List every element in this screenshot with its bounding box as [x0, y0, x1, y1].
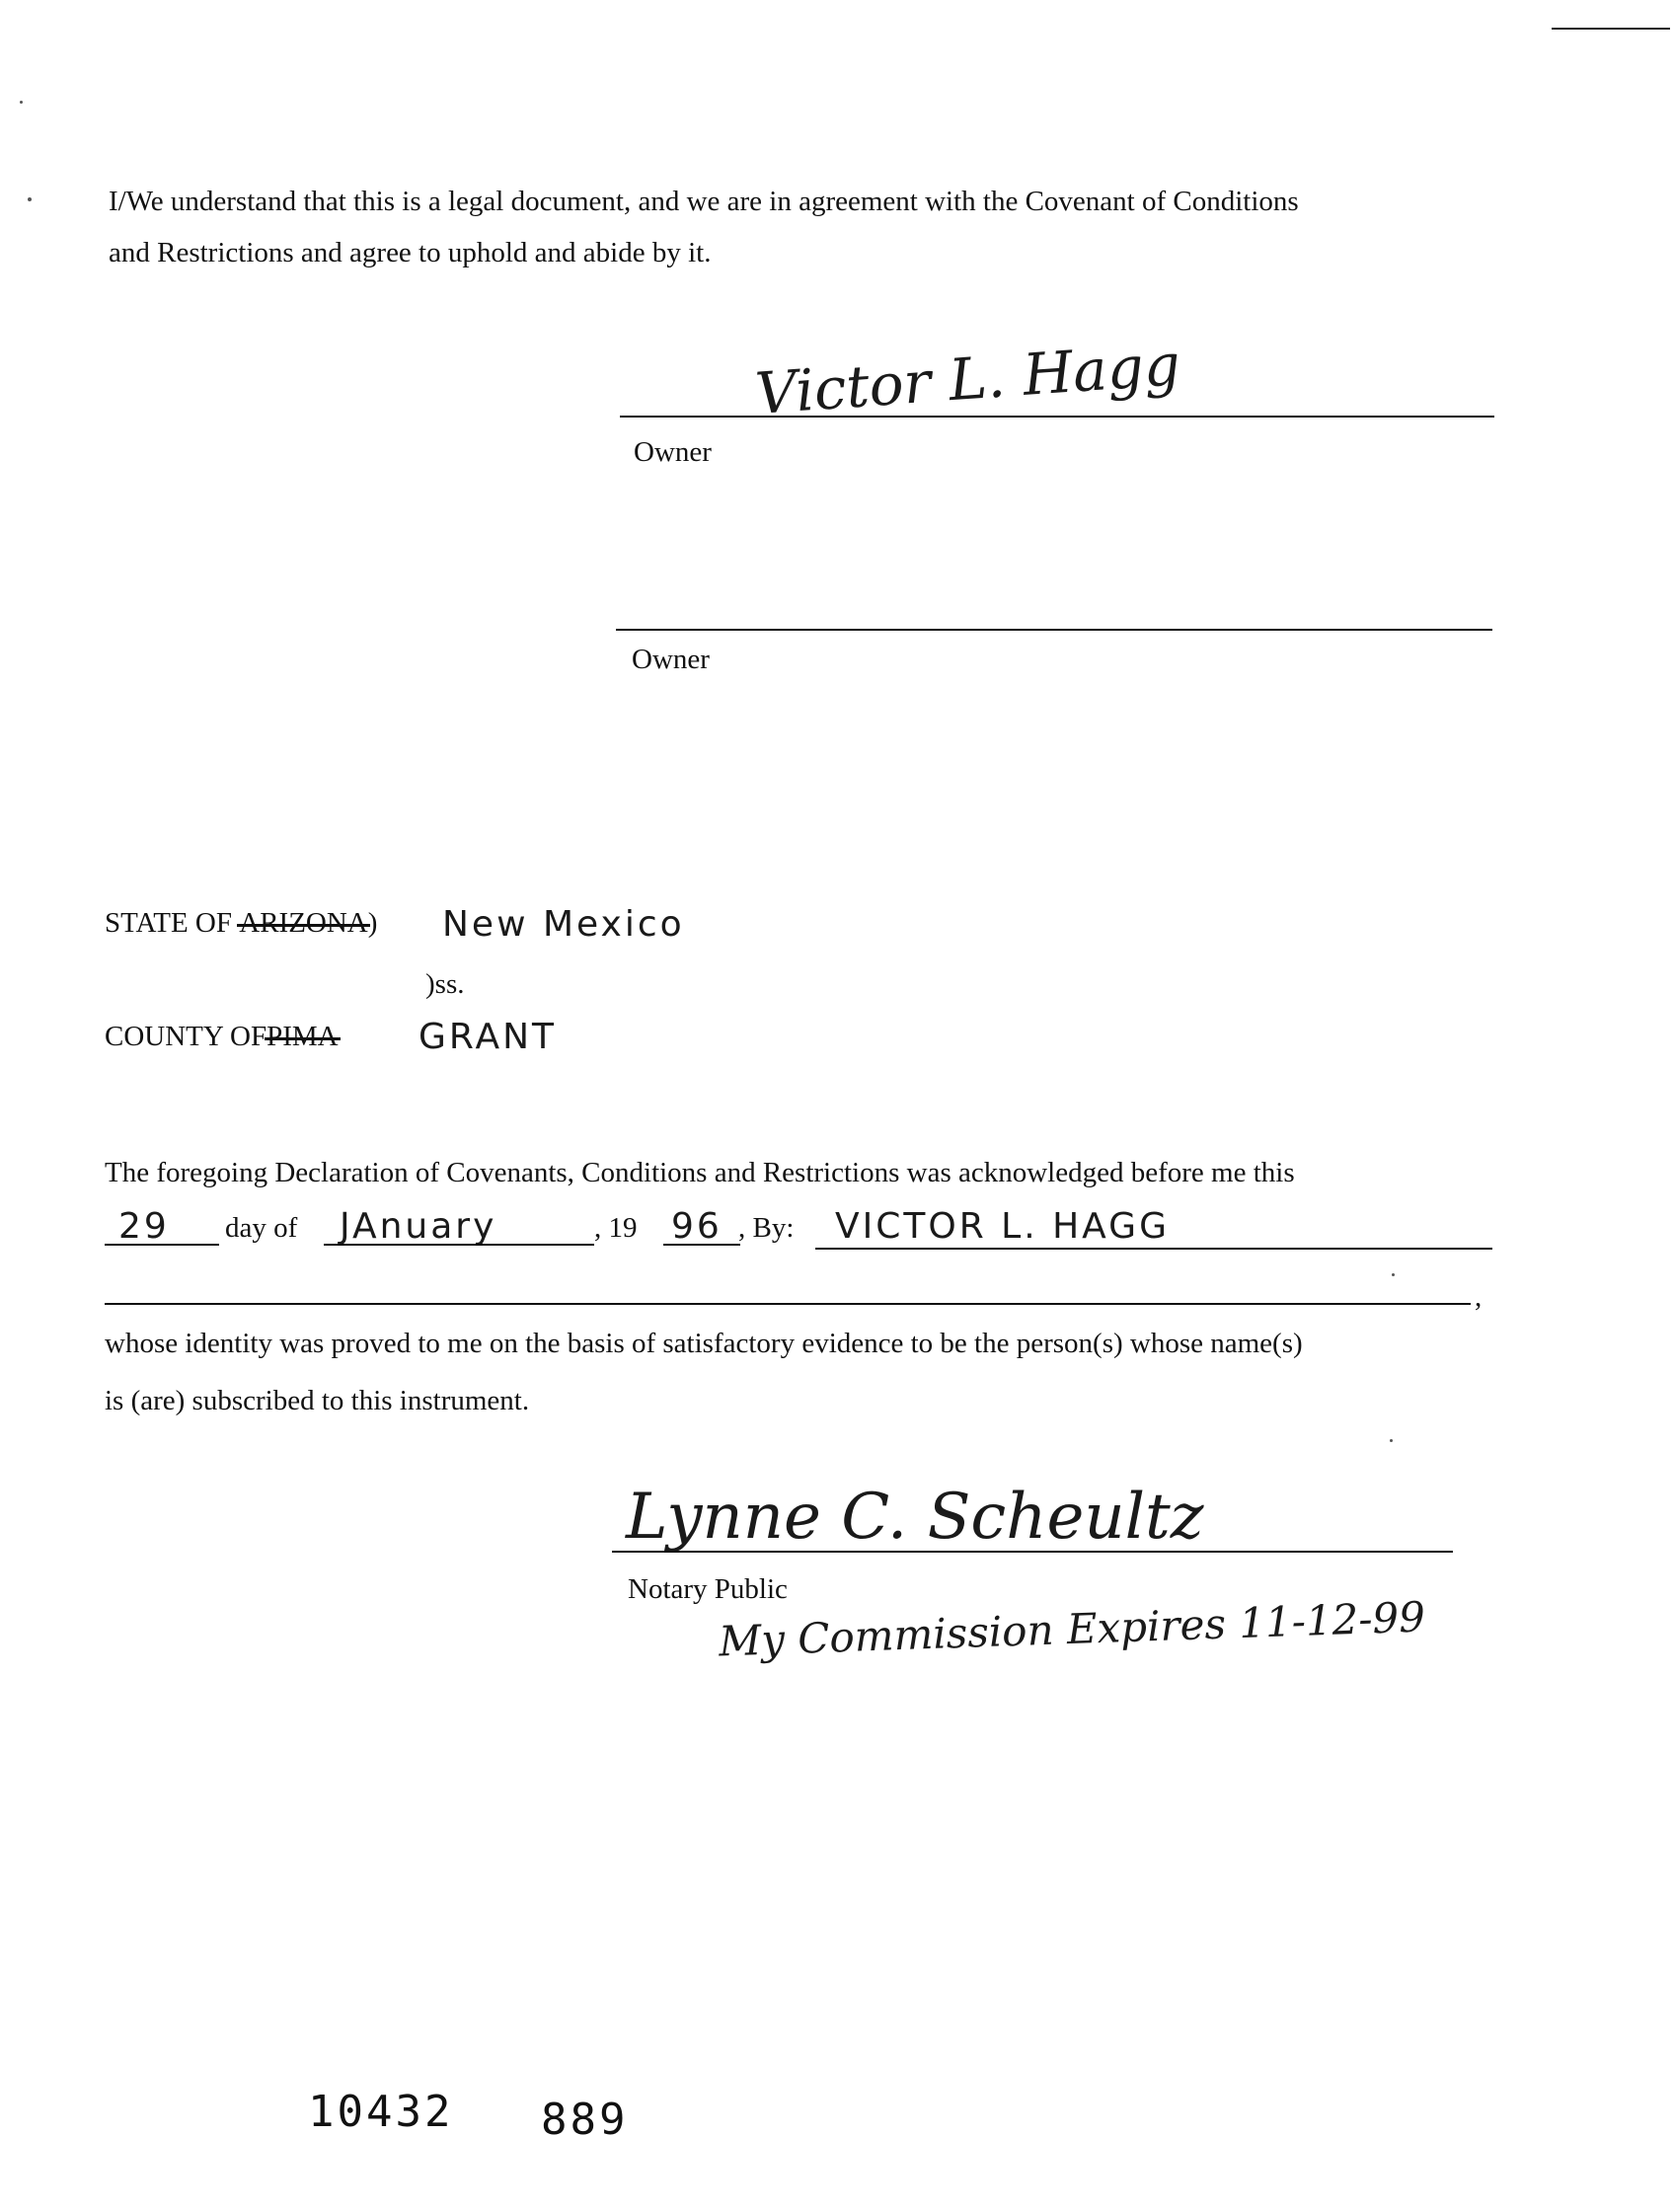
statement-line-1: I/We understand that this is a legal document, and we are in agreement with the Covenant of Conditions [109, 186, 1299, 217]
acknowledgment-line-3: whose identity was proved to me on the basis of satisfactory evidence to be the person(s) whose name(s) [105, 1328, 1303, 1359]
name-continuation-blank [105, 1303, 1471, 1305]
commission-expires: My Commission Expires 11-12-99 [718, 1592, 1426, 1666]
scan-speck [28, 197, 32, 201]
year-prefix: , 19 [594, 1212, 638, 1244]
statement-line-2: and Restrictions and agree to uphold and abide by it. [109, 237, 712, 268]
scan-speck [1390, 1439, 1393, 1442]
day-handwritten: 29 [118, 1206, 170, 1247]
county-label: COUNTY OF [105, 1021, 267, 1052]
by-name-handwritten: VICTOR L. HAGG [835, 1206, 1170, 1247]
month-handwritten: JAnuary [340, 1206, 497, 1247]
owner-label-2: Owner [632, 644, 710, 675]
county-handwritten: GRANT [418, 1017, 557, 1057]
scan-speck [20, 101, 23, 104]
state-struck-text: ARIZONA [239, 907, 368, 939]
trailing-comma: , [1475, 1281, 1483, 1313]
state-line [105, 909, 377, 938]
day-blank [105, 1244, 219, 1246]
by-name-blank [815, 1248, 1492, 1250]
notary-public-label: Notary Public [628, 1573, 788, 1605]
state-handwritten: New Mexico [442, 904, 685, 945]
day-of-label: day of [225, 1212, 298, 1244]
acknowledgment-line-4: is (are) subscribed to this instrument. [105, 1385, 530, 1416]
book-number: 10432 [308, 2087, 454, 2137]
county-line [105, 1023, 339, 1051]
notary-signature-line [612, 1551, 1453, 1553]
ss-mark: )ss. [425, 968, 465, 1000]
corner-mark [1552, 28, 1670, 30]
owner-signature-line [620, 416, 1494, 418]
year-blank [663, 1244, 740, 1246]
scan-speck [1392, 1273, 1395, 1276]
by-label: , By: [738, 1212, 795, 1244]
owner-signature: Victor L. Hagg [753, 331, 1182, 427]
acknowledgment-line-1: The foregoing Declaration of Covenants, Conditions and Restrictions was acknowledged before me this [105, 1157, 1295, 1188]
notary-signature: Lynne C. Scheultz [626, 1481, 1204, 1554]
state-label: STATE OF [105, 907, 232, 939]
year-handwritten: 96 [671, 1206, 723, 1247]
state-paren: ) [367, 907, 378, 939]
page-number: 889 [541, 2095, 629, 2145]
county-struck-text: PIMA [266, 1021, 339, 1052]
owner-signature-line-2 [616, 629, 1492, 631]
owner-label: Owner [634, 436, 712, 468]
month-blank [324, 1244, 594, 1246]
